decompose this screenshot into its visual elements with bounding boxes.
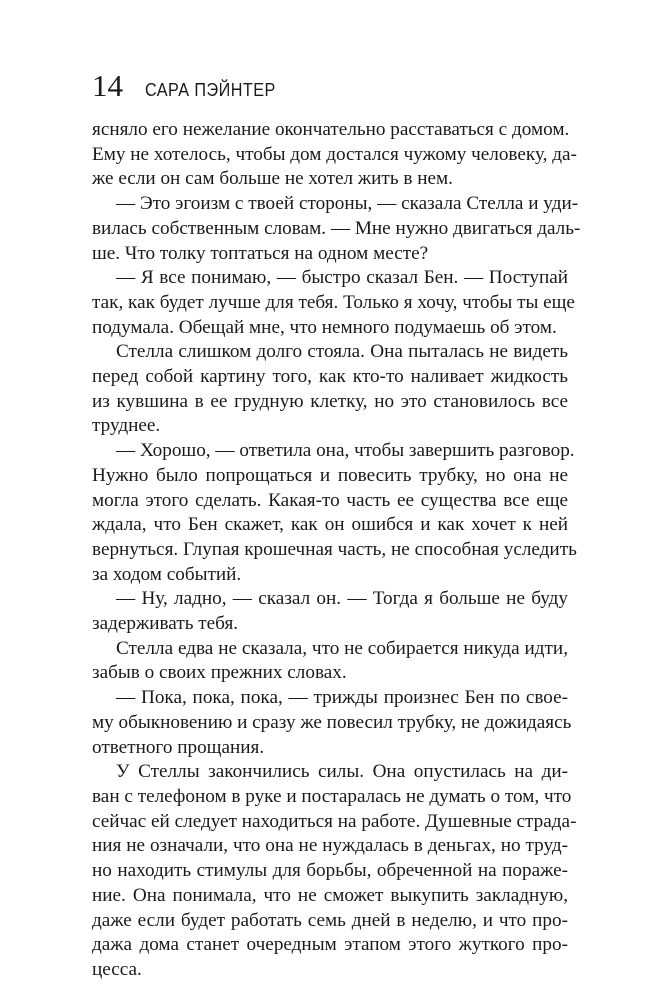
text-line: за ходом событий. (92, 563, 242, 585)
text-line: ждала, что Бен скажет, как он ошибся и как хочет к ней (92, 514, 568, 536)
text-line: же если он сам больше не хотел жить в нем. (92, 168, 453, 190)
text-line: — Я все понимаю, — быстро сказал Бен. — Поступай (116, 267, 568, 289)
text-line: перед собой картину того, как кто-то наливает жидкость (92, 366, 568, 388)
text-line: сейчас ей следует находиться на работе. Душевные страда- (92, 810, 577, 832)
text-line: задерживать тебя. (92, 613, 239, 635)
text-line: но находить стимулы для борьбы, обреченной на пораже- (92, 860, 568, 882)
text-line: — Ну, ладно, — сказал он. — Тогда я больше не буду (116, 588, 568, 610)
text-line: ше. Что толку топтаться на одном месте? (92, 242, 429, 264)
running-head (92, 66, 290, 106)
text-line: Стелла слишком долго стояла. Она пыталась не видеть (116, 341, 568, 363)
text-line: — Пока, пока, пока, — трижды произнес Бен по свое- (116, 687, 568, 709)
text-line: цесса. (92, 958, 142, 980)
text-line: ния не означали, что она не нуждалась в деньгах, но труд- (92, 835, 568, 857)
text-line: Ему не хотелось, чтобы дом достался чужому человеку, да- (92, 143, 577, 165)
text-line: му обыкновению и сразу же повесил трубку, не дожидаясь (92, 711, 572, 733)
text-line: вернуться. Глупая крошечная часть, не способная уследить (92, 538, 577, 560)
text-line: ответного прощания. (92, 736, 265, 758)
body-text (92, 118, 581, 983)
paragraph (92, 266, 575, 340)
paragraph (92, 192, 581, 266)
text-line: даже если будет работать семь дней в неделю, и что про- (92, 909, 568, 931)
text-line: подумала. Обещай мне, что немного подумаешь об этом. (92, 316, 557, 338)
text-line: — Это эгоизм с твоей стороны, — сказала Стелла и уди- (116, 193, 579, 215)
paragraph (92, 686, 572, 760)
text-line: забыв о своих прежних словах. (92, 662, 347, 684)
text-line: дажа дома станет очередным этапом этого жуткого про- (92, 934, 568, 956)
text-line: ясняло его нежелание окончательно расставаться с домом. (92, 119, 570, 140)
paragraph (92, 340, 568, 439)
text-line: Стелла едва не сказала, что не собирается никуда идти, (116, 637, 568, 659)
text-line: Нужно было попрощаться и повесить трубку, но она не (92, 464, 568, 486)
paragraph (92, 637, 568, 686)
text-line: из кувшина в ее грудную клетку, но это становилось все (92, 390, 568, 412)
text-line: — Хорошо, — ответила она, чтобы завершить разговор. (116, 440, 575, 462)
paragraph (92, 760, 577, 982)
running-title: САРА ПЭЙНТЕР (145, 80, 276, 100)
text-line: У Стеллы закончились силы. Она опустилась на ди- (116, 761, 568, 783)
text-line: труднее. (92, 415, 161, 437)
text-line: могла этого сделать. Какая-то часть ее существа все еще (92, 489, 568, 511)
text-line: ние. Она понимала, что не сможет выкупить закладную, (92, 884, 568, 906)
paragraph (92, 587, 568, 636)
text-line: вилась собственным словам. — Мне нужно двигаться даль- (92, 217, 581, 239)
text-line: так, как будет лучше для тебя. Только я хочу, чтобы ты еще (92, 291, 575, 313)
page-number: 14 (92, 68, 123, 103)
paragraph (92, 118, 577, 192)
paragraph (92, 439, 577, 587)
text-line: ван с телефоном в руке и постаралась не думать о том, что (92, 785, 572, 807)
